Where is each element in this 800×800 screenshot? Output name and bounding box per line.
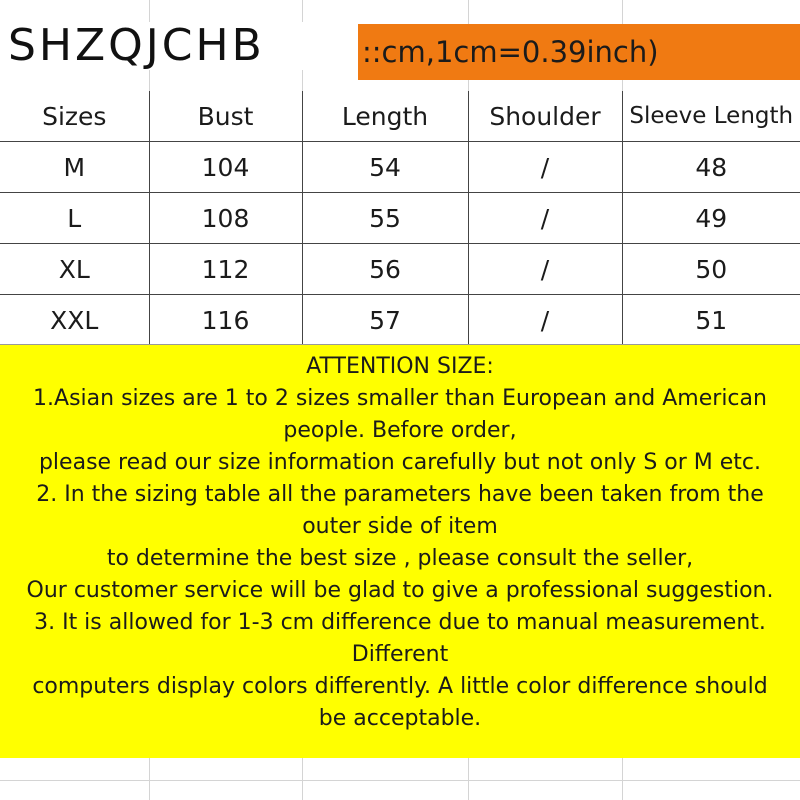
cell-sleeve-length: 51 (622, 295, 800, 346)
attention-line: be acceptable. (318, 706, 482, 731)
header-sizes: Sizes (0, 91, 149, 142)
cell-bust: 116 (149, 295, 302, 346)
brand-watermark: SHZQJCHB (8, 22, 353, 70)
cell-bust: 112 (149, 244, 302, 295)
table-row (0, 295, 800, 346)
attention-line: to determine the best size , please consult the seller, (106, 546, 694, 571)
cell-bust: 104 (149, 142, 302, 193)
cell-length: 54 (302, 142, 468, 193)
table-header-row (0, 91, 800, 142)
cell-shoulder: / (468, 142, 622, 193)
attention-line: outer side of item (302, 514, 498, 539)
attention-line: people. Before order, (283, 418, 517, 443)
cell-sleeve-length: 48 (622, 142, 800, 193)
cell-length: 56 (302, 244, 468, 295)
attention-line: computers display colors differently. A little color difference should (32, 674, 768, 699)
cell-shoulder: / (468, 193, 622, 244)
header-length: Length (302, 91, 468, 142)
size-chart-table (0, 91, 800, 346)
attention-line: 2. In the sizing table all the parameters have been taken from the (36, 482, 764, 507)
header-bust: Bust (149, 91, 302, 142)
cell-sleeve-length: 49 (622, 193, 800, 244)
unit-banner: ::cm,1cm=0.39inch) (358, 24, 800, 80)
attention-line: please read our size information carefully but not only S or M etc. (38, 450, 762, 475)
table-row (0, 244, 800, 295)
attention-title: ATTENTION SIZE: (306, 354, 494, 379)
attention-line: 1.Asian sizes are 1 to 2 sizes smaller than European and American (33, 386, 767, 411)
cell-length: 55 (302, 193, 468, 244)
cell-length: 57 (302, 295, 468, 346)
cell-size: M (0, 142, 149, 193)
attention-notice (0, 344, 800, 758)
header-shoulder: Shoulder (468, 91, 622, 142)
cell-size: L (0, 193, 149, 244)
cell-bust: 108 (149, 193, 302, 244)
attention-line: Our customer service will be glad to give a professional suggestion. (26, 578, 774, 603)
cell-shoulder: / (468, 244, 622, 295)
attention-line: 3. It is allowed for 1-3 cm difference due to manual measurement. (34, 610, 766, 635)
cell-size: XXL (0, 295, 149, 346)
cell-shoulder: / (468, 295, 622, 346)
attention-line: Different (351, 642, 449, 667)
cell-sleeve-length: 50 (622, 244, 800, 295)
cell-size: XL (0, 244, 149, 295)
table-row (0, 193, 800, 244)
table-row (0, 142, 800, 193)
header-sleeve-length: Sleeve Length (622, 91, 800, 142)
